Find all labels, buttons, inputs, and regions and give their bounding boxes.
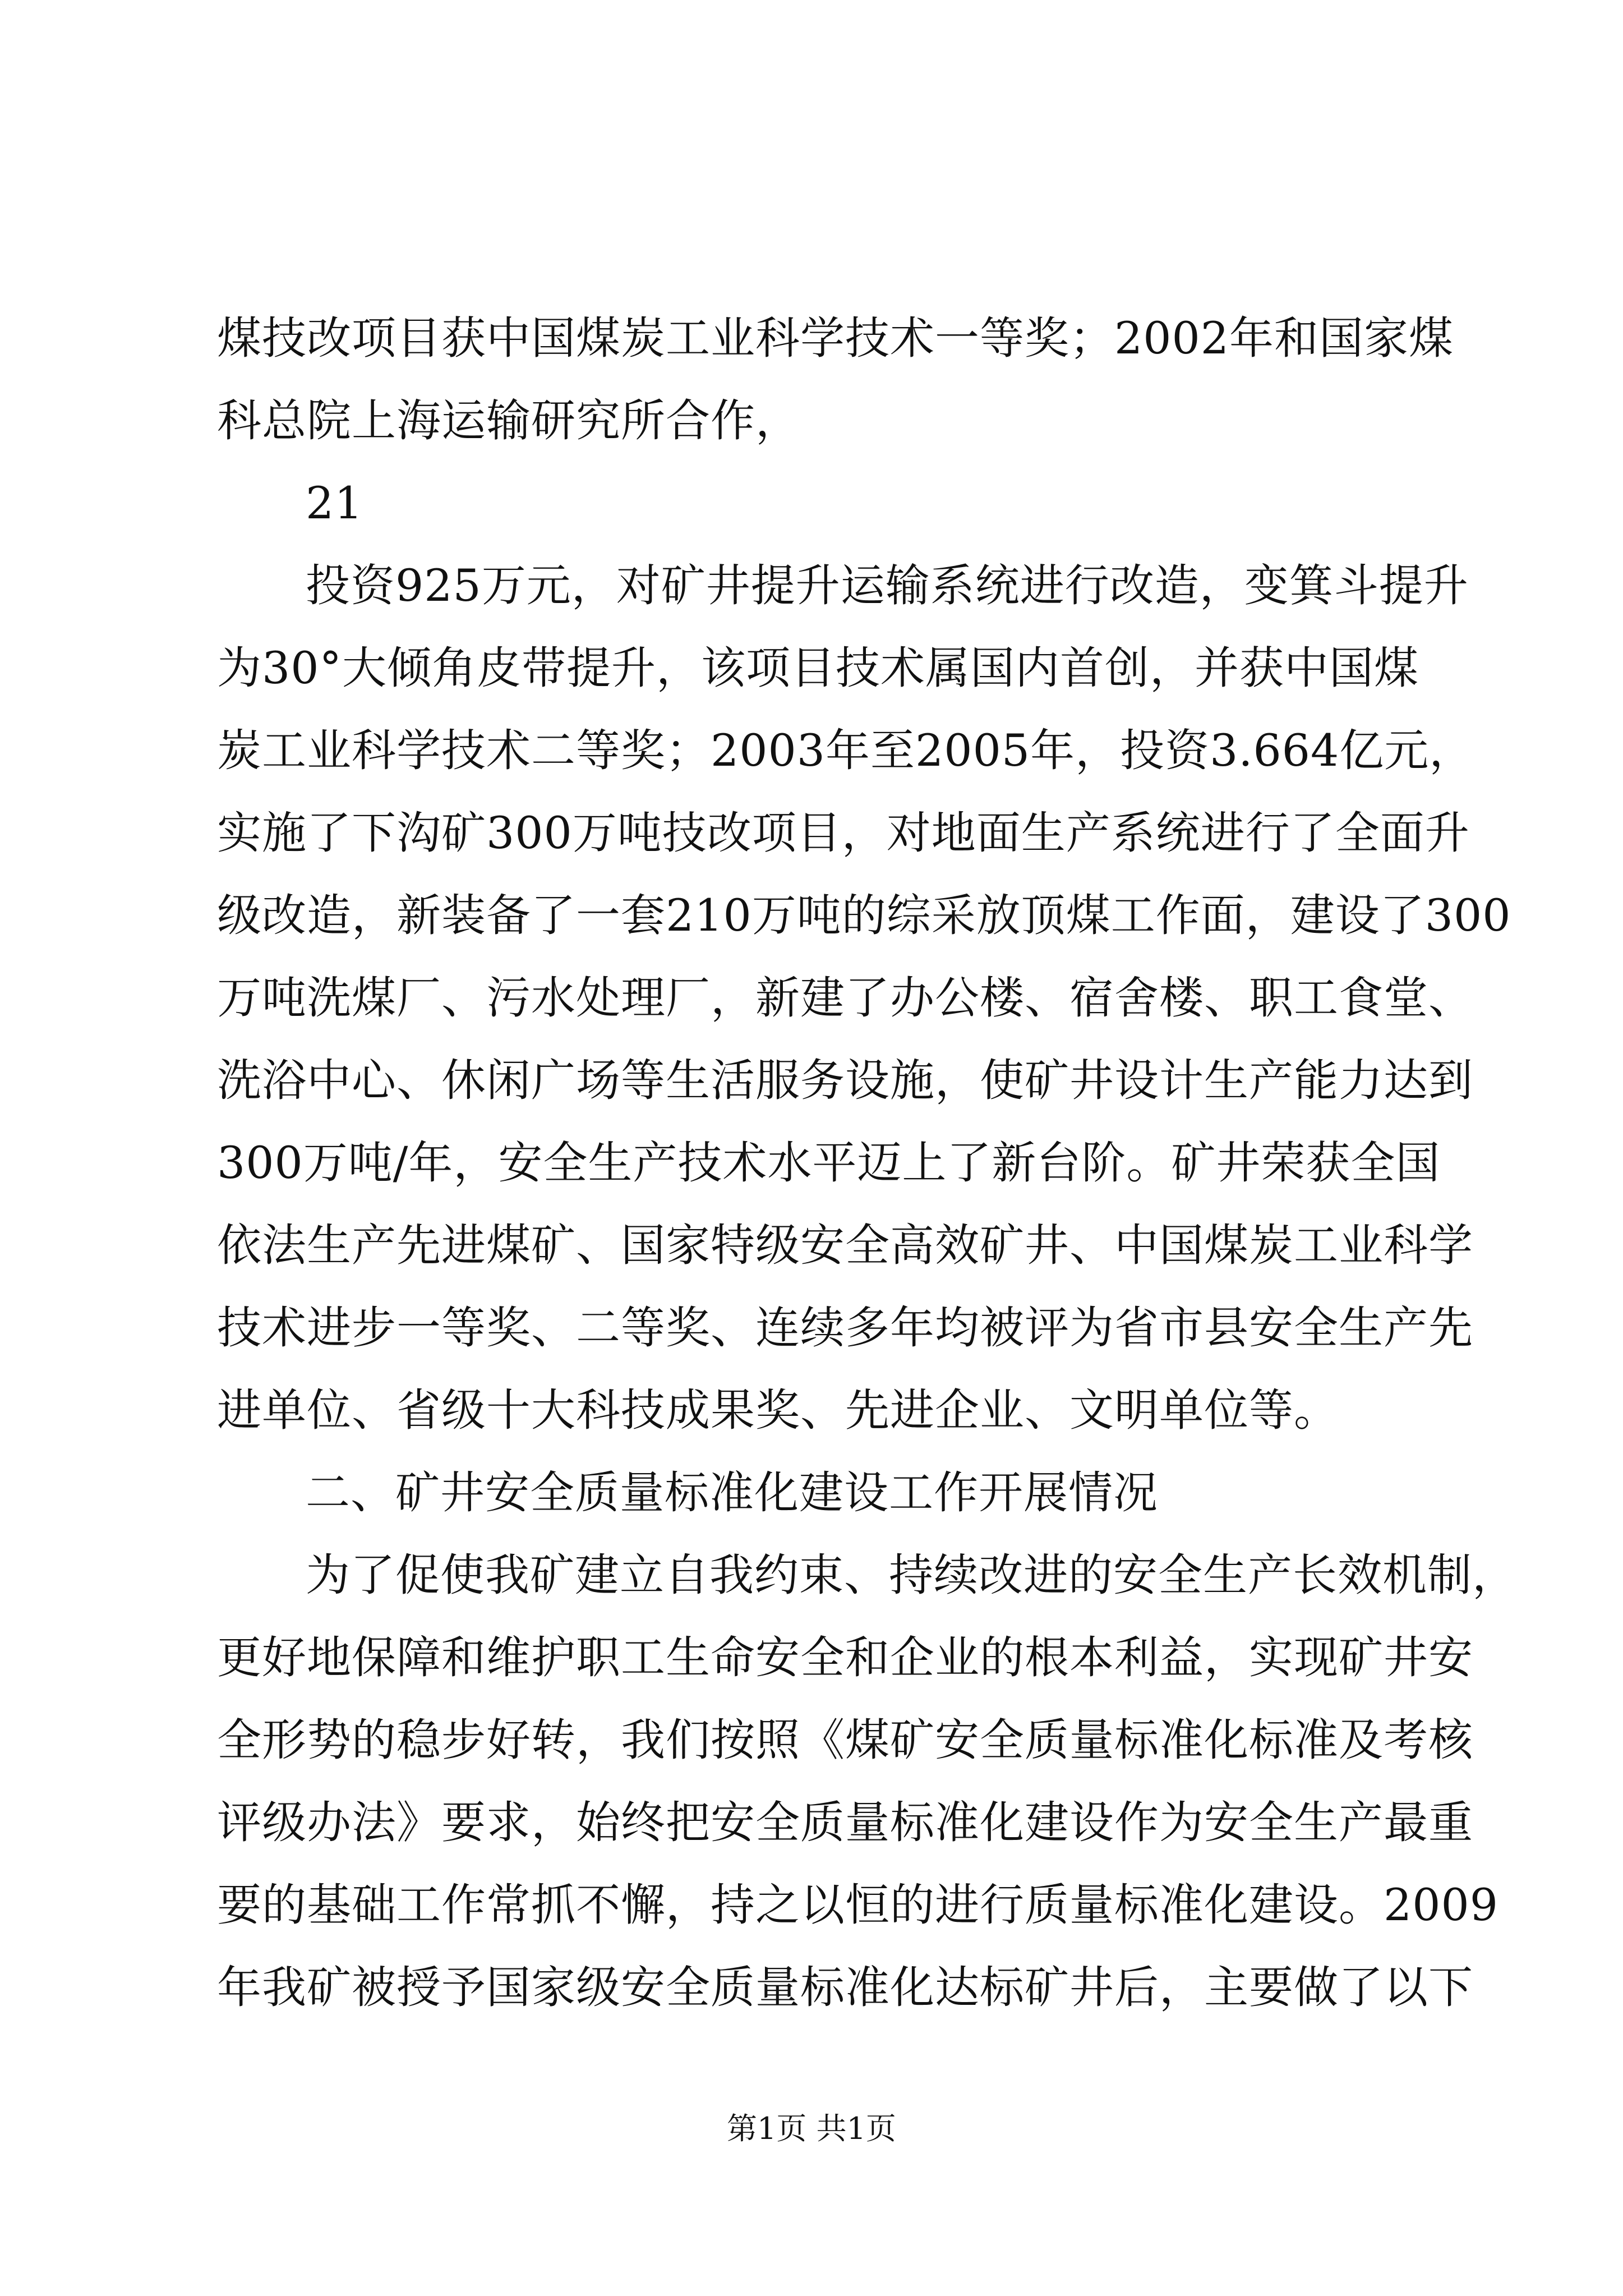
text-line: 依法生产先进煤矿、国家特级安全高效矿井、中国煤炭工业科学 bbox=[217, 1220, 1473, 1271]
text-line: 实施了下沟矿300万吨技改项目，对地面生产系统进行了全面升 bbox=[217, 807, 1470, 859]
text-line: 更好地保障和维护职工生命安全和企业的根本利益，实现矿井安 bbox=[217, 1632, 1473, 1683]
text-line: 300万吨/年，安全生产技术水平迈上了新台阶。矿井荣获全国 bbox=[217, 1137, 1441, 1189]
text-line: 年我矿被授予国家级安全质量标准化达标矿井后，主要做了以下 bbox=[217, 1962, 1473, 2013]
document-body bbox=[217, 297, 1517, 2029]
text-line: 煤技改项目获中国煤炭工业科学技术一等奖；2002年和国家煤 bbox=[217, 312, 1454, 364]
page-number-inline: 21 bbox=[306, 477, 363, 529]
text-line: 级改造，新装备了一套210万吨的综采放顶煤工作面，建设了300 bbox=[217, 890, 1511, 941]
text-line: 要的基础工作常抓不懈，持之以恒的进行质量标准化建设。2009 bbox=[217, 1879, 1499, 1931]
text-line: 全形势的稳步好转，我们按照《煤矿安全质量标准化标准及考核 bbox=[217, 1714, 1473, 1766]
section-heading: 二、矿井安全质量标准化建设工作开展情况 bbox=[306, 1467, 1158, 1519]
paragraph-start: 投资925万元，对矿井提升运输系统进行改造，变箕斗提升 bbox=[306, 560, 1469, 611]
text-line: 技术进步一等奖、二等奖、连续多年均被评为省市县安全生产先 bbox=[217, 1302, 1473, 1354]
text-line: 炭工业科学技术二等奖；2003年至2005年，投资3.664亿元， bbox=[217, 725, 1474, 776]
text-line: 为30°大倾角皮带提升，该项目技术属国内首创，并获中国煤 bbox=[217, 642, 1419, 694]
text-line: 科总院上海运输研究所合作， bbox=[217, 395, 800, 447]
text-line: 进单位、省级十大科技成果奖、先进企业、文明单位等。 bbox=[217, 1384, 1339, 1436]
page-footer: 第1页 共1页 bbox=[727, 2111, 896, 2146]
paragraph-start: 为了促使我矿建立自我约束、持续改进的安全生产长效机制， bbox=[306, 1549, 1517, 1601]
text-line: 洗浴中心、休闲广场等生活服务设施，使矿井设计生产能力达到 bbox=[217, 1055, 1473, 1106]
text-line: 万吨洗煤厂、污水处理厂，新建了办公楼、宿舍楼、职工食堂、 bbox=[217, 972, 1473, 1024]
text-line: 评级办法》要求，始终把安全质量标准化建设作为安全生产最重 bbox=[217, 1797, 1473, 1848]
